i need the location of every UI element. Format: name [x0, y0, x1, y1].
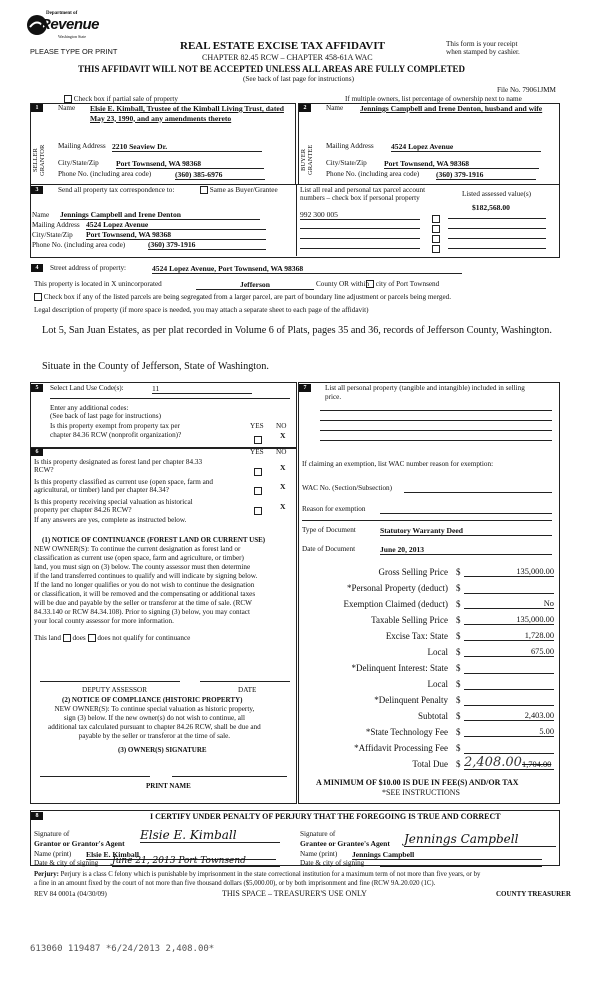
grantee-date-label: Date & city of signing: [300, 859, 365, 867]
buyer-side-label: BUYER GRANTEE: [300, 144, 314, 176]
located-label: This property is located in X unincorporated: [34, 280, 162, 288]
grantee-date-line[interactable]: [380, 866, 542, 867]
s6-yes-header: YES: [250, 448, 264, 456]
buyer-mailing-label: Mailing Address: [326, 142, 374, 150]
section-4-number: 4: [31, 264, 43, 272]
if-yes-note: If any answers are yes, complete as instructed below.: [34, 516, 187, 524]
reason-label: Reason for exemption: [302, 505, 366, 513]
tax-row: Taxable Selling Price $ 135,000.00: [371, 615, 554, 625]
grantor-name[interactable]: Elsie E. Kimball: [86, 850, 276, 860]
s3-name[interactable]: Jennings Campbell and Irene Denton: [60, 210, 260, 220]
forest-no-answer[interactable]: X: [280, 463, 286, 472]
section-2-number: 2: [299, 104, 311, 112]
logo-word: Revenue: [40, 16, 100, 33]
parcel-personal-checkbox-4[interactable]: [432, 240, 440, 258]
s3-name-label: Name: [32, 211, 50, 219]
seller-side-label: SELLER GRANTOR: [32, 144, 46, 176]
segregated-label: Check box if any of the listed parcels are being segregated from a larger parcel, are part of boundary line adjustment or parcels being merged.: [43, 293, 452, 301]
tax-row: Gross Selling Price $ 135,000.00: [378, 567, 554, 577]
this-land-label: This land: [34, 634, 61, 642]
current-use-question-1: Is this property classified as current use (open space, farm and: [34, 478, 214, 486]
treasurer-space: THIS SPACE – TREASURER'S USE ONLY: [222, 889, 367, 898]
file-no: File No. 79061JMM: [497, 86, 556, 94]
send-correspondence-label: Send all property tax correspondence to:: [58, 186, 175, 194]
s3-city-label: City/State/Zip: [32, 231, 73, 239]
exempt-no-answer[interactable]: X: [280, 431, 286, 440]
city-of-label: city of Port Townsend: [375, 280, 440, 288]
land-use-label: Select Land Use Code(s):: [50, 384, 124, 392]
form-warning: THIS AFFIDAVIT WILL NOT BE ACCEPTED UNLESS ALL AREAS ARE FULLY COMPLETED: [78, 64, 466, 74]
see-back: (See back of last page for instructions): [243, 75, 354, 83]
form-title: REAL ESTATE EXCISE TAX AFFIDAVIT: [180, 40, 385, 52]
tax-row-total: Total Due $ 2,408.00 1,704.00: [300, 759, 556, 777]
print-name-label: PRINT NAME: [146, 782, 191, 790]
parcel-number[interactable]: 992 300 005: [300, 210, 420, 220]
historic-question-1: Is this property receiving special valuation as historical: [34, 498, 193, 506]
dor-logo: [26, 10, 100, 42]
form-revision: REV 84 0001a (04/30/09): [34, 890, 107, 898]
land-use-code[interactable]: 11: [152, 384, 252, 394]
s3-mailing[interactable]: 4524 Lopez Avenue: [86, 220, 266, 230]
does-label: does: [72, 634, 86, 642]
historic-yes-checkbox[interactable]: [254, 502, 262, 520]
doc-date[interactable]: June 20, 2013: [380, 545, 552, 555]
seller-city-label: City/State/Zip: [58, 159, 99, 167]
s5-yes-header: YES: [250, 422, 264, 430]
seller-city[interactable]: Port Townsend, WA 98368: [116, 159, 264, 169]
does-not-checkbox[interactable]: [88, 634, 96, 642]
notice-1-title: (1) NOTICE OF CONTINUANCE (FOREST LAND OR CURRENT USE): [42, 536, 266, 544]
receipt-note-1: This form is your receipt: [446, 40, 518, 48]
tax-row: Local $ 675.00: [427, 647, 554, 657]
doc-type-label: Type of Document: [302, 526, 356, 534]
notice-2-title: (2) NOTICE OF COMPLIANCE (HISTORIC PROPERTY): [62, 696, 243, 704]
same-as-label: Same as Buyer/Grantee: [209, 186, 278, 194]
logo-line2: Washington State: [58, 34, 87, 39]
historic-question-2: property per chapter 84.26 RCW?: [34, 506, 132, 514]
tax-row: Exemption Claimed (deduct) $ No: [343, 599, 554, 609]
certify-statement: I CERTIFY UNDER PENALTY OF PERJURY THAT THE FOREGOING IS TRUE AND CORRECT: [150, 812, 501, 821]
historic-no-answer[interactable]: X: [280, 502, 286, 511]
tax-row: *State Technology Fee $ 5.00: [365, 727, 554, 737]
notice-1-body: NEW OWNER(S): To continue the current designation as forest land or classification as current use (open space, farm and agriculture, or timber) land, you must sign on (3) below. The county assessor must then determine if the land transferred continues to qualify and will indicate by signing below. If the land no longer qualifies or you do not wish to continue the designation or classification, it will be removed and the compensating or additional taxes will be due and payable by the seller or transferor at the time of sale. (RCW 84.33.140 or RCW 84.34.108). Prior to signing (3) below, you may contact your local county assessor for more information.: [34, 545, 258, 625]
owner-sig-line-2[interactable]: [172, 776, 287, 777]
segregated-row: [34, 293, 451, 302]
claim-exemption-label: If claiming an exemption, list WAC number reason for exemption:: [302, 460, 494, 468]
section-3-number: 3: [31, 186, 43, 194]
perjury-line-2: a fine in an amount fixed by the court of not more than five thousand dollars ($5,000.00), or by both imprisonment and fine (RCW 9A.20.020 (1C).: [34, 880, 436, 887]
grantee-sig-label-1: Signature of: [300, 830, 336, 838]
tax-row: Local $: [300, 679, 556, 695]
does-not-label: does not qualify for continuance: [97, 634, 191, 642]
partial-sale-label: Check box if partial sale of property: [73, 95, 178, 103]
section-8-number: 8: [31, 812, 43, 820]
same-as-row: [200, 186, 278, 195]
s6-no-header: NO: [276, 448, 287, 456]
section-6-number: 6: [31, 448, 43, 456]
form-chapter: CHAPTER 82.45 RCW – CHAPTER 458-61A WAC: [202, 53, 373, 62]
receipt-note-2: when stamped by cashier.: [446, 48, 520, 56]
deputy-date-label: DATE: [238, 686, 257, 694]
forest-yes-checkbox[interactable]: [254, 463, 262, 481]
buyer-name[interactable]: Jennings Campbell and Irene Denton, husband and wife: [360, 104, 543, 113]
doc-type[interactable]: Statutory Warranty Deed: [380, 526, 552, 536]
seller-mailing-label: Mailing Address: [58, 142, 106, 150]
section-5-number: 5: [31, 384, 43, 392]
owner-signature-label: (3) OWNER(S) SIGNATURE: [118, 746, 207, 754]
s3-city[interactable]: Port Townsend, WA 98368: [86, 230, 266, 240]
segregated-checkbox[interactable]: [34, 293, 42, 301]
grantee-signature[interactable]: Jennings Campbell: [404, 832, 556, 847]
total-due-handwritten[interactable]: 2,408.00: [464, 755, 522, 770]
county-treasurer: COUNTY TREASURER: [496, 890, 571, 898]
notice-2-body: NEW OWNER(S): To continue special valuation as historic property, sign (3) below. If the new owner(s) do not wish to continue, all additional tax calculated pursuant to chapter 84.26 RCW, shall be due and payable by the seller or transferor at the time of sale.: [48, 705, 261, 740]
additional-codes-1: Enter any additional codes:: [50, 404, 129, 412]
personal-property-label-1: List all personal property (tangible and intangible) included in selling: [325, 384, 525, 392]
please-type: PLEASE TYPE OR PRINT: [30, 47, 118, 56]
owner-sig-line-1[interactable]: [40, 776, 150, 777]
see-instructions: *SEE INSTRUCTIONS: [382, 788, 461, 797]
forest-question-2: RCW?: [34, 466, 54, 474]
current-use-no-answer[interactable]: X: [280, 482, 286, 491]
buyer-mailing[interactable]: 4524 Lopez Avenue: [391, 142, 541, 152]
additional-codes-2: (See back of last page for instructions): [50, 412, 161, 420]
current-use-question-2: agricultural, or timber) land per chapter 84.34?: [34, 486, 169, 494]
county-or: County OR within: [316, 280, 370, 288]
forest-question-1: Is this property designated as forest land per chapter 84.33: [34, 458, 203, 466]
minimum-notice: A MINIMUM OF $10.00 IS DUE IN FEE(S) AND/OR TAX: [316, 778, 519, 787]
deputy-assessor-label: DEPUTY ASSESSOR: [82, 686, 148, 694]
grantor-name-label: Name (print): [34, 850, 72, 858]
same-as-checkbox[interactable]: [200, 186, 208, 194]
assessed-label: Listed assessed value(s): [462, 190, 532, 198]
grantor-sig-label-1: Signature of: [34, 830, 70, 838]
legal-description-2[interactable]: Situate in the County of Jefferson, State of Washington.: [42, 361, 269, 372]
seller-name[interactable]: Elsie E. Kimball, Trustee of the Kimball Living Trust, dated May 23, 1990, and any amendments thereto: [90, 104, 284, 123]
tax-row: Excise Tax: State $ 1,728.00: [385, 631, 554, 641]
grantee-sig-label-2: Grantee or Grantee's Agent: [300, 839, 390, 848]
grantor-signature[interactable]: Elsie E. Kimball: [140, 828, 280, 843]
multiple-owners: If multiple owners, list percentage of ownership next to name: [345, 95, 522, 103]
seller-phone-label: Phone No. (including area code): [58, 170, 152, 178]
street-label: Street address of property:: [50, 264, 127, 272]
grantee-name-label: Name (print): [300, 850, 338, 858]
s5-no-header: NO: [276, 422, 287, 430]
logo-line1: Department of: [46, 11, 78, 16]
reason-field[interactable]: [380, 513, 552, 514]
buyer-name-label: Name: [326, 104, 344, 112]
parcel-list-label-2: numbers – check box if personal property: [300, 194, 420, 202]
assessed-value[interactable]: $182,568.00: [472, 203, 510, 212]
grantor-date-label: Date & city of signing: [34, 859, 99, 867]
tax-row: Subtotal $ 2,403.00: [417, 711, 554, 721]
street-address[interactable]: 4524 Lopez Avenue, Port Townsend, WA 98368: [152, 264, 462, 274]
wac-field[interactable]: [404, 492, 552, 493]
grantor-sig-label-2: Grantor or Grantor's Agent: [34, 839, 125, 848]
buyer-phone[interactable]: (360) 379-1916: [436, 170, 536, 180]
does-checkbox[interactable]: [63, 634, 71, 642]
grantor-date[interactable]: June 21, 2013 Port Townsend: [112, 856, 280, 867]
city-of-row: [366, 280, 439, 289]
section-1-number: 1: [31, 104, 43, 112]
tax-row: *Personal Property (deduct) $: [300, 583, 556, 599]
legal-description-1[interactable]: Lot 5, San Juan Estates, as per plat recorded in Volume 6 of Plats, pages 35 and 36, records of Jefferson County, Washington.: [42, 325, 552, 336]
legal-label: Legal description of property (if more space is needed, you may attach a separate sheet to each page of the affidavit): [34, 306, 369, 314]
deputy-sig-line[interactable]: [40, 681, 180, 682]
perjury-line-1: Perjury: Perjury is a class C felony which is punishable by imprisonment in the state correctional institution for a maximum term of not more than five years, or by: [34, 871, 481, 878]
grantee-name[interactable]: Jennings Campbell: [352, 850, 542, 860]
section-7-number: 7: [299, 384, 311, 392]
buyer-city[interactable]: Port Townsend, WA 98368: [384, 159, 539, 169]
seller-mailing[interactable]: 2210 Seaview Dr.: [112, 142, 262, 152]
continuance-row: [34, 634, 190, 643]
s3-phone-label: Phone No. (including area code): [32, 241, 126, 249]
parcel-list-label-1: List all real and personal tax parcel account: [300, 186, 426, 194]
wac-label: WAC No. (Section/Subsection): [302, 484, 393, 492]
s3-mailing-label: Mailing Address: [32, 221, 80, 229]
treasurer-stamp: 613060 119487 *6/24/2013 2,408.00*: [30, 944, 215, 954]
total-due-struck: 1,704.00: [522, 760, 552, 769]
buyer-city-label: City/State/Zip: [326, 159, 367, 167]
s3-phone[interactable]: (360) 379-1916: [148, 240, 266, 250]
county-name[interactable]: Jefferson: [196, 280, 314, 290]
current-use-yes-checkbox[interactable]: [254, 482, 262, 500]
tax-row: *Affidavit Processing Fee $: [300, 743, 556, 759]
deputy-date-line[interactable]: [200, 681, 290, 682]
doc-date-label: Date of Document: [302, 545, 356, 553]
personal-property-label-2: price.: [325, 393, 342, 401]
tax-row: *Delinquent Interest: State $: [300, 663, 556, 679]
exempt-question-2: chapter 84.36 RCW (nonprofit organization)?: [50, 431, 182, 439]
seller-name-label: Name: [58, 104, 76, 112]
tax-row: *Delinquent Penalty $: [300, 695, 556, 711]
seller-phone[interactable]: (360) 385-6976: [175, 170, 265, 180]
buyer-phone-label: Phone No. (including area code): [326, 170, 420, 178]
exempt-question-1: Is this property exempt from property tax per: [50, 422, 180, 430]
city-of-checkbox[interactable]: [366, 280, 374, 288]
